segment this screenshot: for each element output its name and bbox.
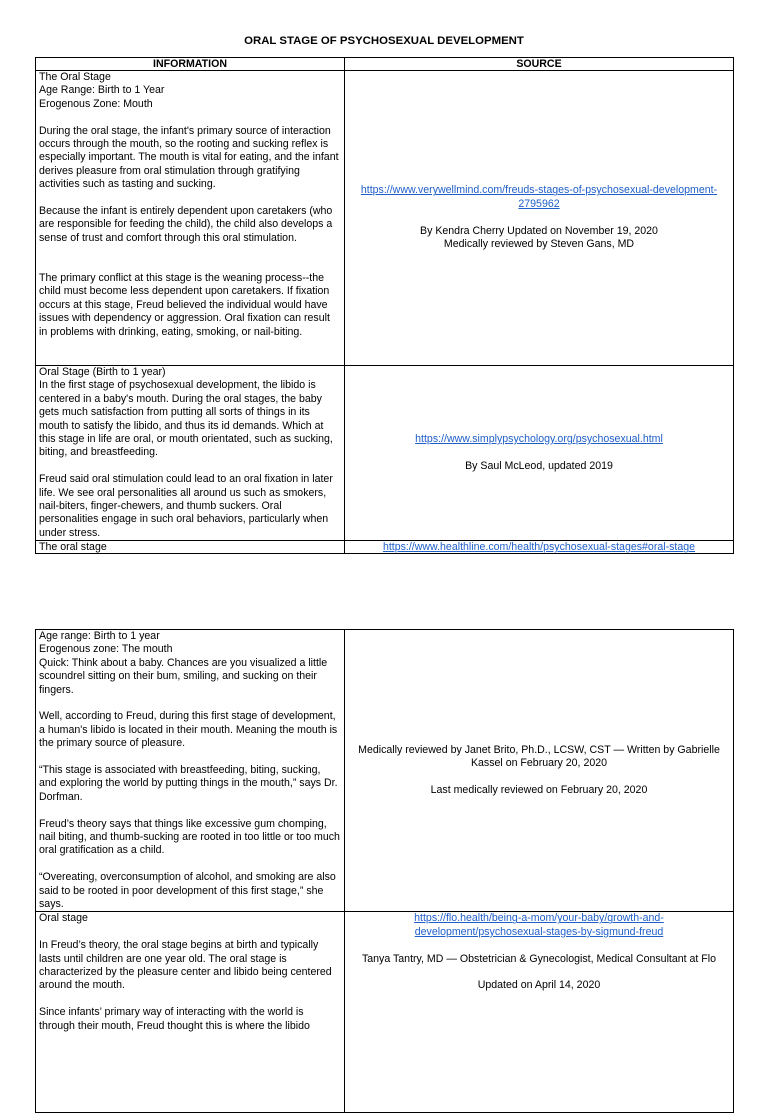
source-author: By Saul McLeod, updated 2019	[465, 459, 613, 472]
sources-table-1	[35, 57, 734, 554]
info-cell	[36, 366, 345, 541]
header-information: INFORMATION	[36, 58, 345, 71]
source-author: Tanya Tantry, MD — Obstetrician & Gynecologist, Medical Consultant at Flo	[361, 952, 717, 965]
info-paragraph: Since infants’ primary way of interacting with the world is through their mouth, Freud thought this is where the libido	[39, 1006, 310, 1032]
header-source: SOURCE	[345, 58, 734, 71]
info-cell	[36, 71, 345, 366]
info-line: Age range: Birth to 1 year	[39, 630, 160, 642]
info-paragraph: “This stage is associated with breastfeeding, biting, sucking, and exploring the world by putting things in the mouth,” says Dr. Dorfman.	[39, 764, 338, 803]
info-paragraph: In Freud’s theory, the oral stage begins at birth and typically lasts until children are one year old. The oral stage is characterized by the pleasure center and libido being centered around the mouth.	[39, 939, 332, 992]
source-link[interactable]: https://www.verywellmind.com/freuds-stages-of-psychosexual-development-2795962	[360, 184, 718, 210]
info-line: Oral stage	[39, 912, 88, 925]
source-cell	[345, 366, 734, 541]
source-link[interactable]: https://www.simplypsychology.org/psychosexual.html	[415, 433, 663, 446]
info-paragraph: During the oral stage, the infant's primary source of interaction occurs through the mouth, so the rooting and sucking reflex is especially important. The mouth is vital for eating, and the infant derives pleasure from oral stimulation through gratifying activities such as tasting and sucking.	[39, 124, 339, 191]
info-paragraph: Freud’s theory says that things like excessive gum chomping, nail biting, and thumb-sucking are rooted in too little or too much oral gratification as a child.	[39, 817, 340, 857]
table-row	[36, 912, 734, 1113]
table-header-row	[36, 58, 734, 71]
info-line: Erogenous zone: The mouth	[39, 643, 173, 656]
source-reviewer: Medically reviewed by Janet Brito, Ph.D., LCSW, CST — Written by Gabrielle Kassel on February 20, 2020	[358, 743, 720, 770]
source-link[interactable]: https://www.healthline.com/health/psychosexual-stages#oral-stage	[382, 541, 696, 554]
info-line: Age Range: Birth to 1 Year	[39, 84, 165, 97]
source-link[interactable]: https://flo.health/being-a-mom/your-baby/growth-and-development/psychosexual-stages-by-sigmund-freud	[414, 912, 664, 938]
document-title: ORAL STAGE OF PSYCHOSEXUAL DEVELOPMENT	[244, 35, 524, 47]
source-review-date: Last medically reviewed on February 20, 2020	[430, 784, 648, 797]
source-cell	[345, 912, 734, 1113]
table-row	[36, 366, 734, 541]
info-line: The oral stage	[39, 541, 107, 554]
info-cell	[36, 630, 345, 912]
source-cell	[345, 630, 734, 912]
source-cell	[345, 71, 734, 366]
sources-table-2	[35, 629, 734, 1113]
source-author: By Kendra Cherry Updated on November 19, 2020	[420, 224, 658, 237]
table-row	[36, 71, 734, 366]
table-row	[36, 630, 734, 912]
info-paragraph: Freud said oral stimulation could lead to an oral fixation in later life. We see oral personalities all around us such as smokers, nail-biters, finger-chewers, and thumb suckers. Oral personalities engage in such oral behaviors, particularly when under stress.	[39, 473, 333, 539]
info-paragraph: “Overeating, overconsumption of alcohol, and smoking are also said to be rooted in poor development of this first stage,” she says.	[39, 871, 336, 911]
source-updated: Updated on April 14, 2020	[477, 979, 601, 992]
info-paragraph: Quick: Think about a baby. Chances are you visualized a little scoundrel sitting on their bum, smiling, and sucking on their fingers.	[39, 656, 328, 696]
info-cell	[36, 541, 345, 554]
info-paragraph: Well, according to Freud, during this first stage of development, a human's libido is located in their mouth. Meaning the mouth is the primary source of pleasure.	[39, 710, 338, 750]
source-reviewer: Medically reviewed by Steven Gans, MD	[443, 238, 635, 251]
info-cell	[36, 912, 345, 1113]
info-paragraph: Because the infant is entirely dependent upon caretakers (who are responsible for feeding the child), the child also develops a sense of trust and comfort through this oral stimulation.	[39, 205, 333, 244]
info-line: Erogenous Zone: Mouth	[39, 97, 153, 110]
info-line: The Oral Stage	[39, 71, 111, 83]
table-row	[36, 541, 734, 554]
source-cell	[345, 541, 734, 554]
info-line: Oral Stage (Birth to 1 year)	[39, 366, 166, 378]
info-paragraph: In the first stage of psychosexual development, the libido is centered in a baby's mouth. During the oral stages, the baby gets much satisfaction from putting all sorts of things in its mouth to satisfy the libido, and thus its id demands. Which at this stage in life are oral, or mouth orientated, such as sucking, biting, and breastfeeding.	[39, 379, 333, 459]
info-paragraph: The primary conflict at this stage is the weaning process--the child must become less dependent upon caretakers. If fixation occurs at this stage, Freud believed the individual would have issues with dependency or aggression. Oral fixation can result in problems with drinking, eating, smoking, or nail-biting.	[39, 272, 330, 338]
